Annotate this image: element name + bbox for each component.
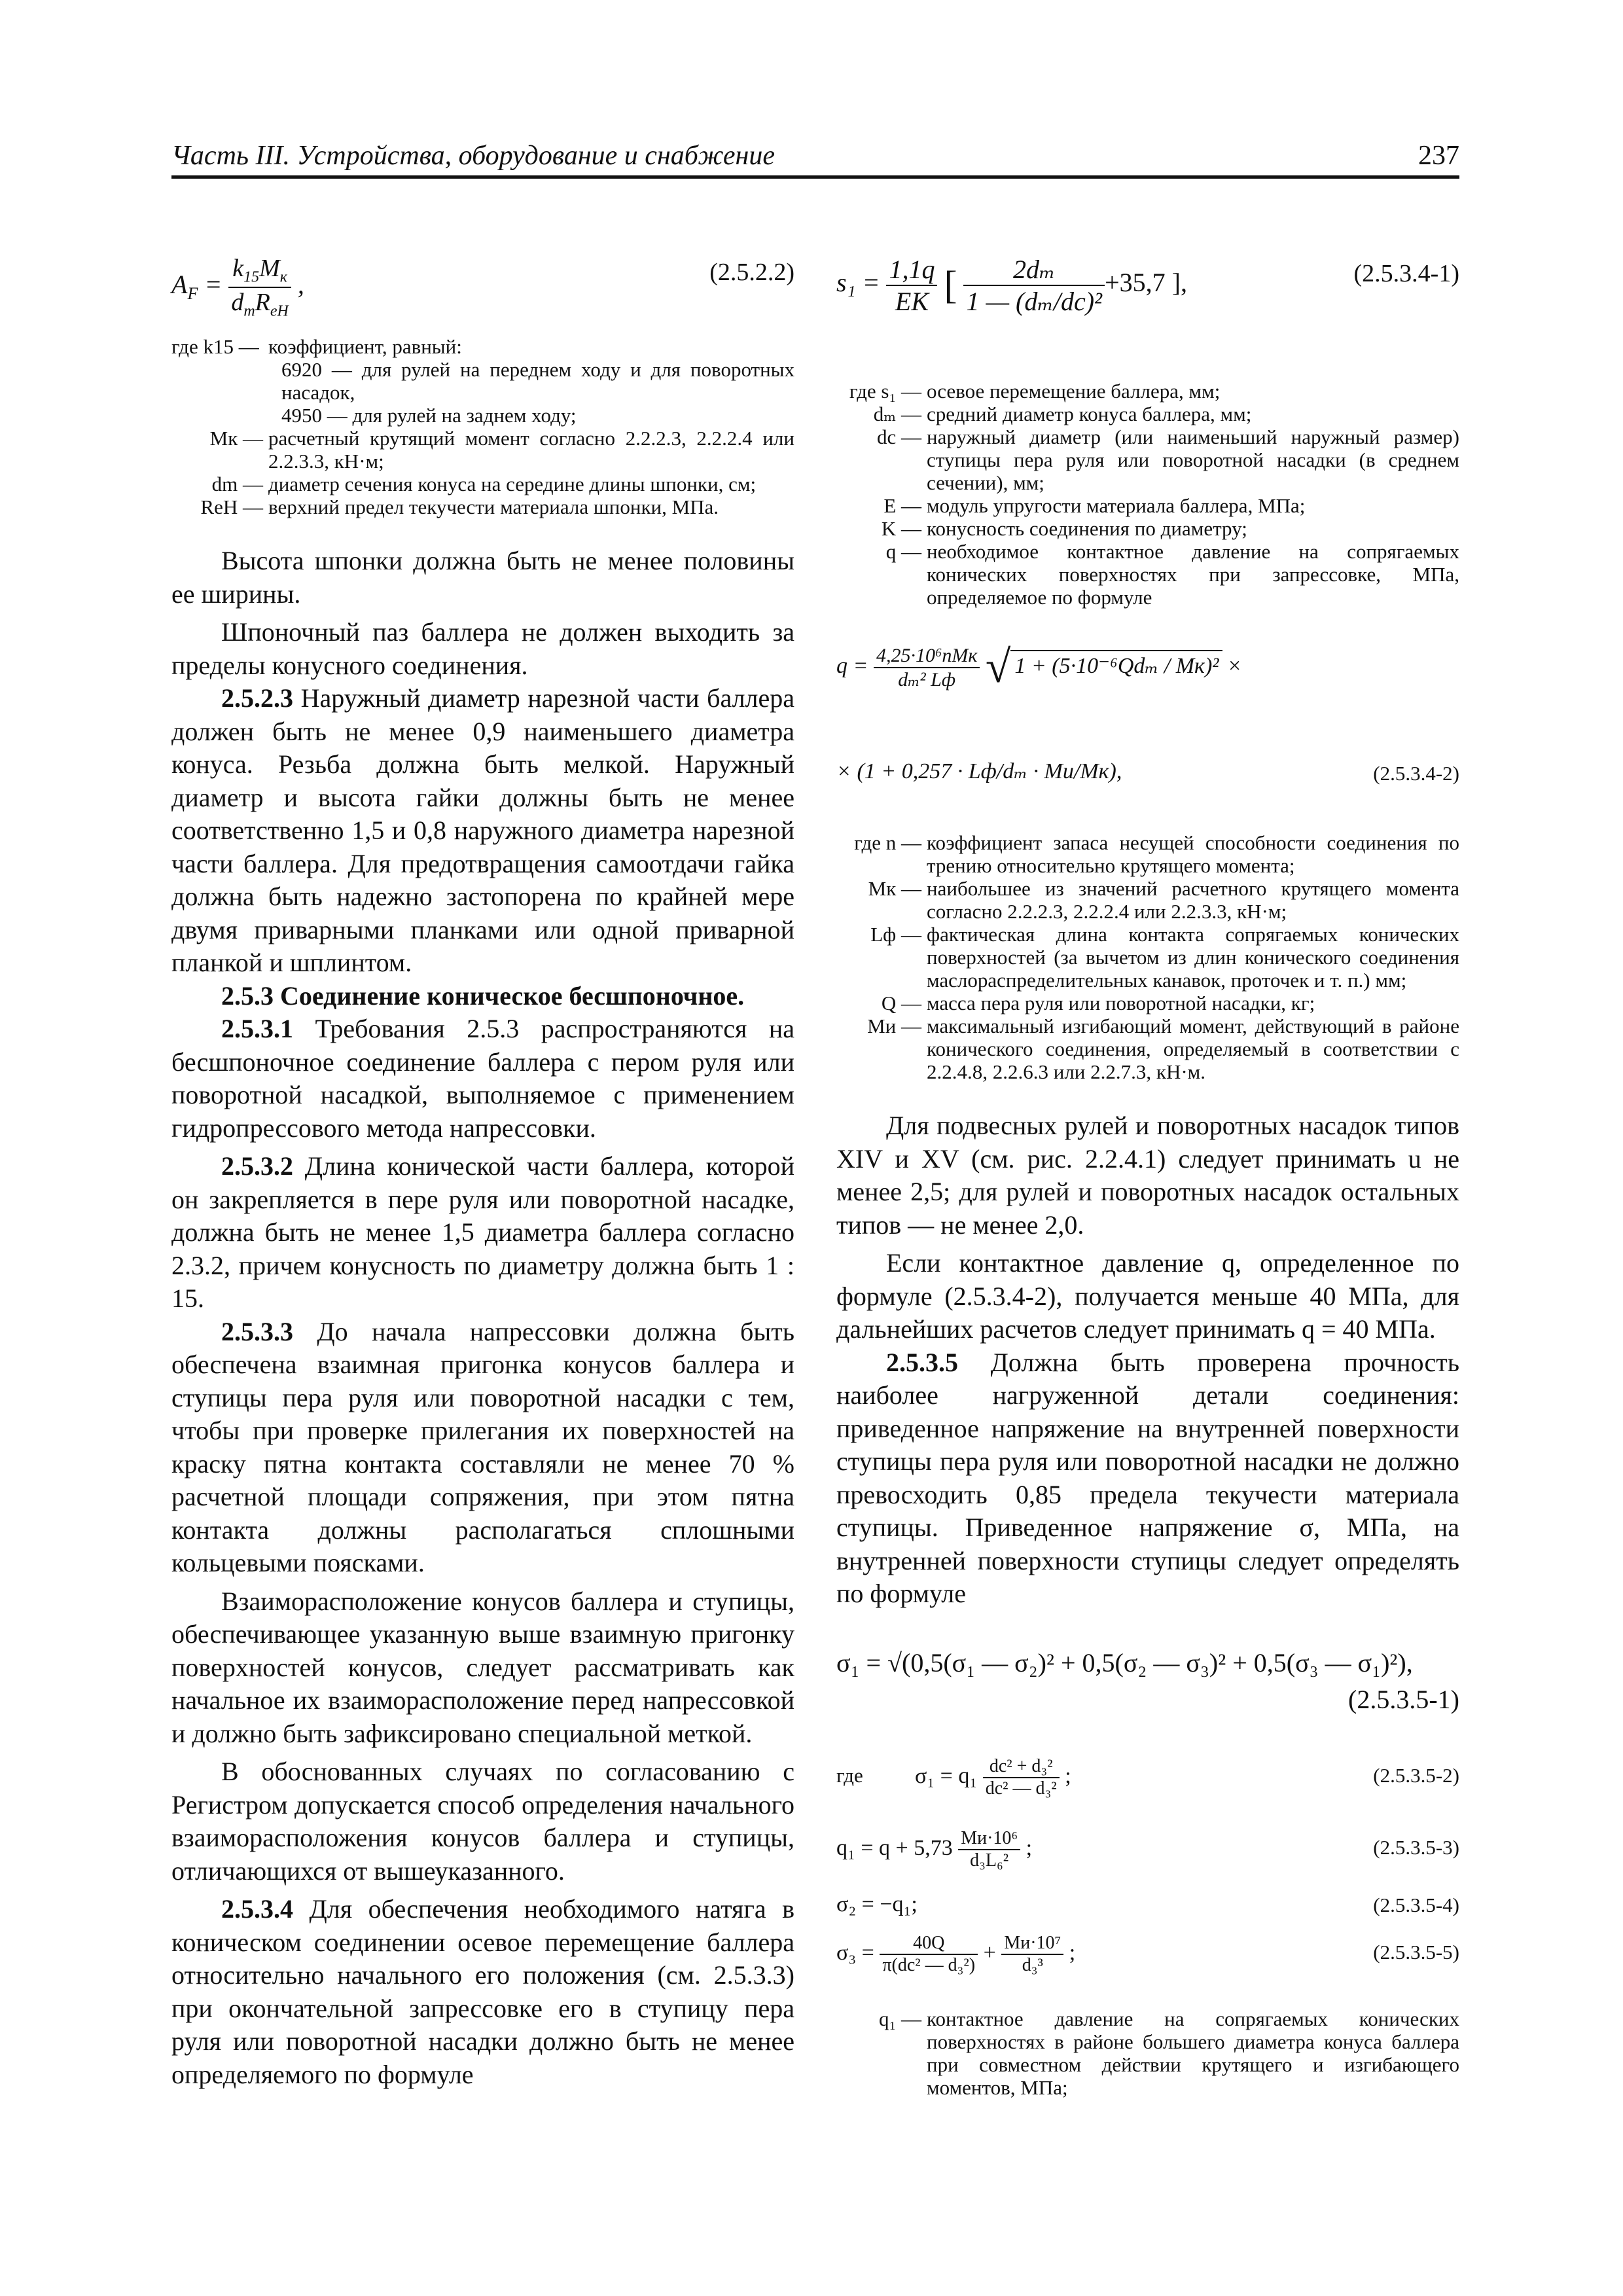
paragraph-2-5-3-1: 2.5.3.1 Требования 2.5.3 распространяются на бесшпоночное соединение баллера с пером руля или поворотной насадкой, выполняемое с применением гидропрессового метода напрессовки. [171,1014,794,1143]
equation-number: (2.5.3.5-2) [1373,1763,1459,1787]
legend-row: q — необходимое контактное давление на сопрягаемых конических поверхностях при запрессовке, МПа, определяемое по формуле [885,540,1459,609]
left-column [171,236,794,2091]
equation-number: (2.5.3.5-3) [1373,1835,1459,1859]
legend-row: K — конусность соединения по диаметру; [881,517,1247,540]
formula-2-5-3-5-5: σ₃ = $\frac{40Q}{\text{π(dс² — d₃²)}}$ + $\frac{\text{Mи·10⁷}}{\text{d₃³}}$ ; (2.5.3.5-5) [836,1932,1459,1975]
legend-row: Mк — расчетный крутящий момент согласно 2.2.2.3, 2.2.2.4 или 2.2.3.3, кН·м; [209,427,794,473]
formula-2-5-3-4-1: s₁ = $\frac{1,1q}{EK}$ [ $\frac{\text{2dₘ}}{\text{1 — (dₘ/dс)²}}$ +35,7 ], (2.5.3.4-1) [836,255,1459,316]
formula-2-5-3-5-4: σ₂ = −q₁; (2.5.3.5-4) [836,1892,1459,1916]
paragraph-2-5-3-3: 2.5.3.3 До начала напрессовки должна быть обеспечена взаимная пригонка конусов баллера и ступицы пера руля или поворотной насадки с тем, чтобы при проверке прилегания их поверхностей на краску пятна контакта составляли не менее 70 % расчетной площади сопряжения, при этом пятна контакта должны располагаться сплошными кольцевыми поясками. [171,1316,794,1577]
equation-number: (2.5.3.4-2) [1373,762,1459,785]
paragraph: Взаиморасположение конусов баллера и ступицы, обеспечивающее указанную выше взаимную пригонку поверхностей конусов, следует рассматривать как начальное их взаиморасположение перед напрессовкой и должно быть зафиксировано специальной меткой. [171,1586,794,1748]
paragraph-2-5-2-3: 2.5.2.3 Наружный диаметр нарезной части баллера должен быть не менее 0,9 наименьшего диаметра конуса. Резьба должна быть мелкой. Наружный диаметр и высота гайки должны быть не менее соответственно 1,5 и 0,8 наружного диаметра нарезной части баллера. Для предотвращения самоотдачи гайка должна быть надежно застопорена по крайней мере двумя приварными планками или одной приварной планкой и шплинтом. [171,683,794,977]
paragraph-2-5-3-2: 2.5.3.2 Длина конической части баллера, которой он закрепляется в пере руля или поворотной насадке, должна быть не менее 1,5 диаметра баллера согласно 2.3.2, причем конусность по диаметру должна быть 1 : 15. [171,1151,794,1313]
legend-n [836,831,1459,1083]
formula-2-5-3-4-2-part1: q = $\frac{\text{4,25·10⁶nMк}}{\text{dₘ² Lф}}$ √ 1 + (5·10⁻⁶Qdₘ / Mк)² × [836,642,1241,692]
paragraph-2-5-3-4: 2.5.3.4 Для обеспечения необходимого натяга в коническом соединении осевое перемещение баллера относительно начального его положения (см. 2.5.3.3) при окончательной запрессовке его в ступицу пера руля или поворотной насадки должно быть не менее определяемого по формуле [171,1894,794,2089]
paragraph: В обоснованных случаях по согласованию с Регистром допускается способ определения начального взаиморасположения конусов баллера и ступицы, отличающихся от вышеуказанного. [171,1757,794,1886]
paragraph: Если контактное давление q, определенное по формуле (2.5.3.4-2), получается меньше 40 МПа, для дальнейших расчетов следует принимать q = 40 МПа. [836,1248,1459,1344]
formula-2-5-3-4-2-part2: × (1 + 0,257 · Lф/dₘ · Mи/Mк), (2.5.3.4-2) [836,759,1459,785]
legend-row: E — модуль упругости материала баллера, МПа; [883,494,1306,517]
page-number: 237 [1418,141,1459,171]
running-title: Часть III. Устройства, оборудование и снабжение [171,141,775,171]
legend-row: 4950 — для рулей на заднем ходу; [281,404,577,427]
legend-s1 [836,380,1459,609]
page-header [171,139,1459,179]
paragraph-2-5-3-5: 2.5.3.5 Должна быть проверена прочность наиболее нагруженной детали соединения: приведенное напряжение на внутренней поверхности ступицы пера руля или поворотной насадки не должно превосходить 0,85 предела текучести материала ступицы. Приведенное напряжение σ, МПа, на внутренней поверхности ступицы следует определять по формуле [836,1347,1459,1608]
legend-row: где k15 — коэффициент, равный: [171,335,462,358]
equation-number: (2.5.3.5-1) [1348,1684,1459,1714]
paragraph: Высота шпонки должна быть не менее половины ее ширины. [171,546,794,609]
legend-row: Mк — наибольшее из значений расчетного крутящего момента согласно 2.2.2.3, 2.2.2.4 или 2.2.3.3, кН·м; [868,877,1459,923]
equation-number: (2.5.3.4-1) [1353,260,1459,287]
legend-row: Q — масса пера руля или поворотной насадки, кг; [881,992,1315,1014]
formula-2-5-3-5-3: q₁ = q + 5,73 $\frac{\text{Mи·10⁶}}{\text{d₃L₆²}}$ ; (2.5.3.5-3) [836,1827,1459,1871]
right-column [836,236,1459,2099]
legend-row: q₁ — контактное давление на сопрягаемых конических поверхностях в районе большего диаметра конуса баллера при совместном действии крутящего и изгибающего моментов, МПа; [878,2007,1459,2099]
paragraph: Шпоночный паз баллера не должен выходить за пределы конусного соединения. [171,617,794,680]
legend-row: 6920 — для рулей на переднем ходу и для поворотных насадок, [281,358,794,404]
equation-number: (2.5.3.5-4) [1373,1893,1459,1916]
legend-row: ReH — верхний предел текучести материала шпонки, МПа. [200,495,719,518]
legend-row: dₘ — средний диаметр конуса баллера, мм; [873,403,1252,425]
legend-row: Lф — фактическая длина контакта сопрягаемых конических поверхностей (за вычетом из длин конического соединения маслораспределительных канавок, проточек и т. п.) мм; [870,923,1459,992]
legend-row: Mи — максимальный изгибающий момент, действующий в районе конического соединения, определяемый в соответствии с 2.2.4.8, 2.2.6.3 или 2.2.7.3, кН·м. [867,1014,1459,1083]
equation-number: (2.5.2.2) [709,259,794,286]
equation-number: (2.5.3.5-5) [1373,1940,1459,1964]
legend-row: dс — наружный диаметр (или наименьший наружный размер) ступицы пера руля или поворотной насадки (в среднем сечении), мм; [876,425,1459,494]
legend-q1 [836,2007,1459,2099]
formula-2-5-2-2: $A_F$ = $\frac{k_{15}M_к}{d_mR_{eH}}$ , (2.5.2.2) [171,255,794,320]
legend-row: dm — диаметр сечения конуса на середине длины шпонки, см; [211,473,757,495]
legend-row: где n — коэффициент запаса несущей способности соединения по трению относительно крутящего момента; [854,831,1459,877]
section-heading-2-5-3: 2.5.3 Соединение коническое бесшпоночное. [221,980,745,1011]
legend-row: где s₁ — осевое перемещение баллера, мм; [849,380,1221,403]
legend-k15 [171,335,794,518]
formula-2-5-3-5-2: где σ₁ = q₁ $\frac{\text{dс² + d₃²}}{\text{dс² — d₃²}}$ ; (2.5.3.5-2) [836,1755,1459,1799]
paragraph: Для подвесных рулей и поворотных насадок типов XIV и XV (см. рис. 2.2.4.1) следует принимать u не менее 2,5; для рулей и поворотных насадок остальных типов — не менее 2,0. [836,1111,1459,1240]
formula-2-5-3-5-1: σ₁ = √(0,5(σ₁ — σ₂)² + 0,5(σ₂ — σ₃)² + 0,5(σ₃ — σ₁)²), (2.5.3.5-1) [836,1647,1459,1714]
